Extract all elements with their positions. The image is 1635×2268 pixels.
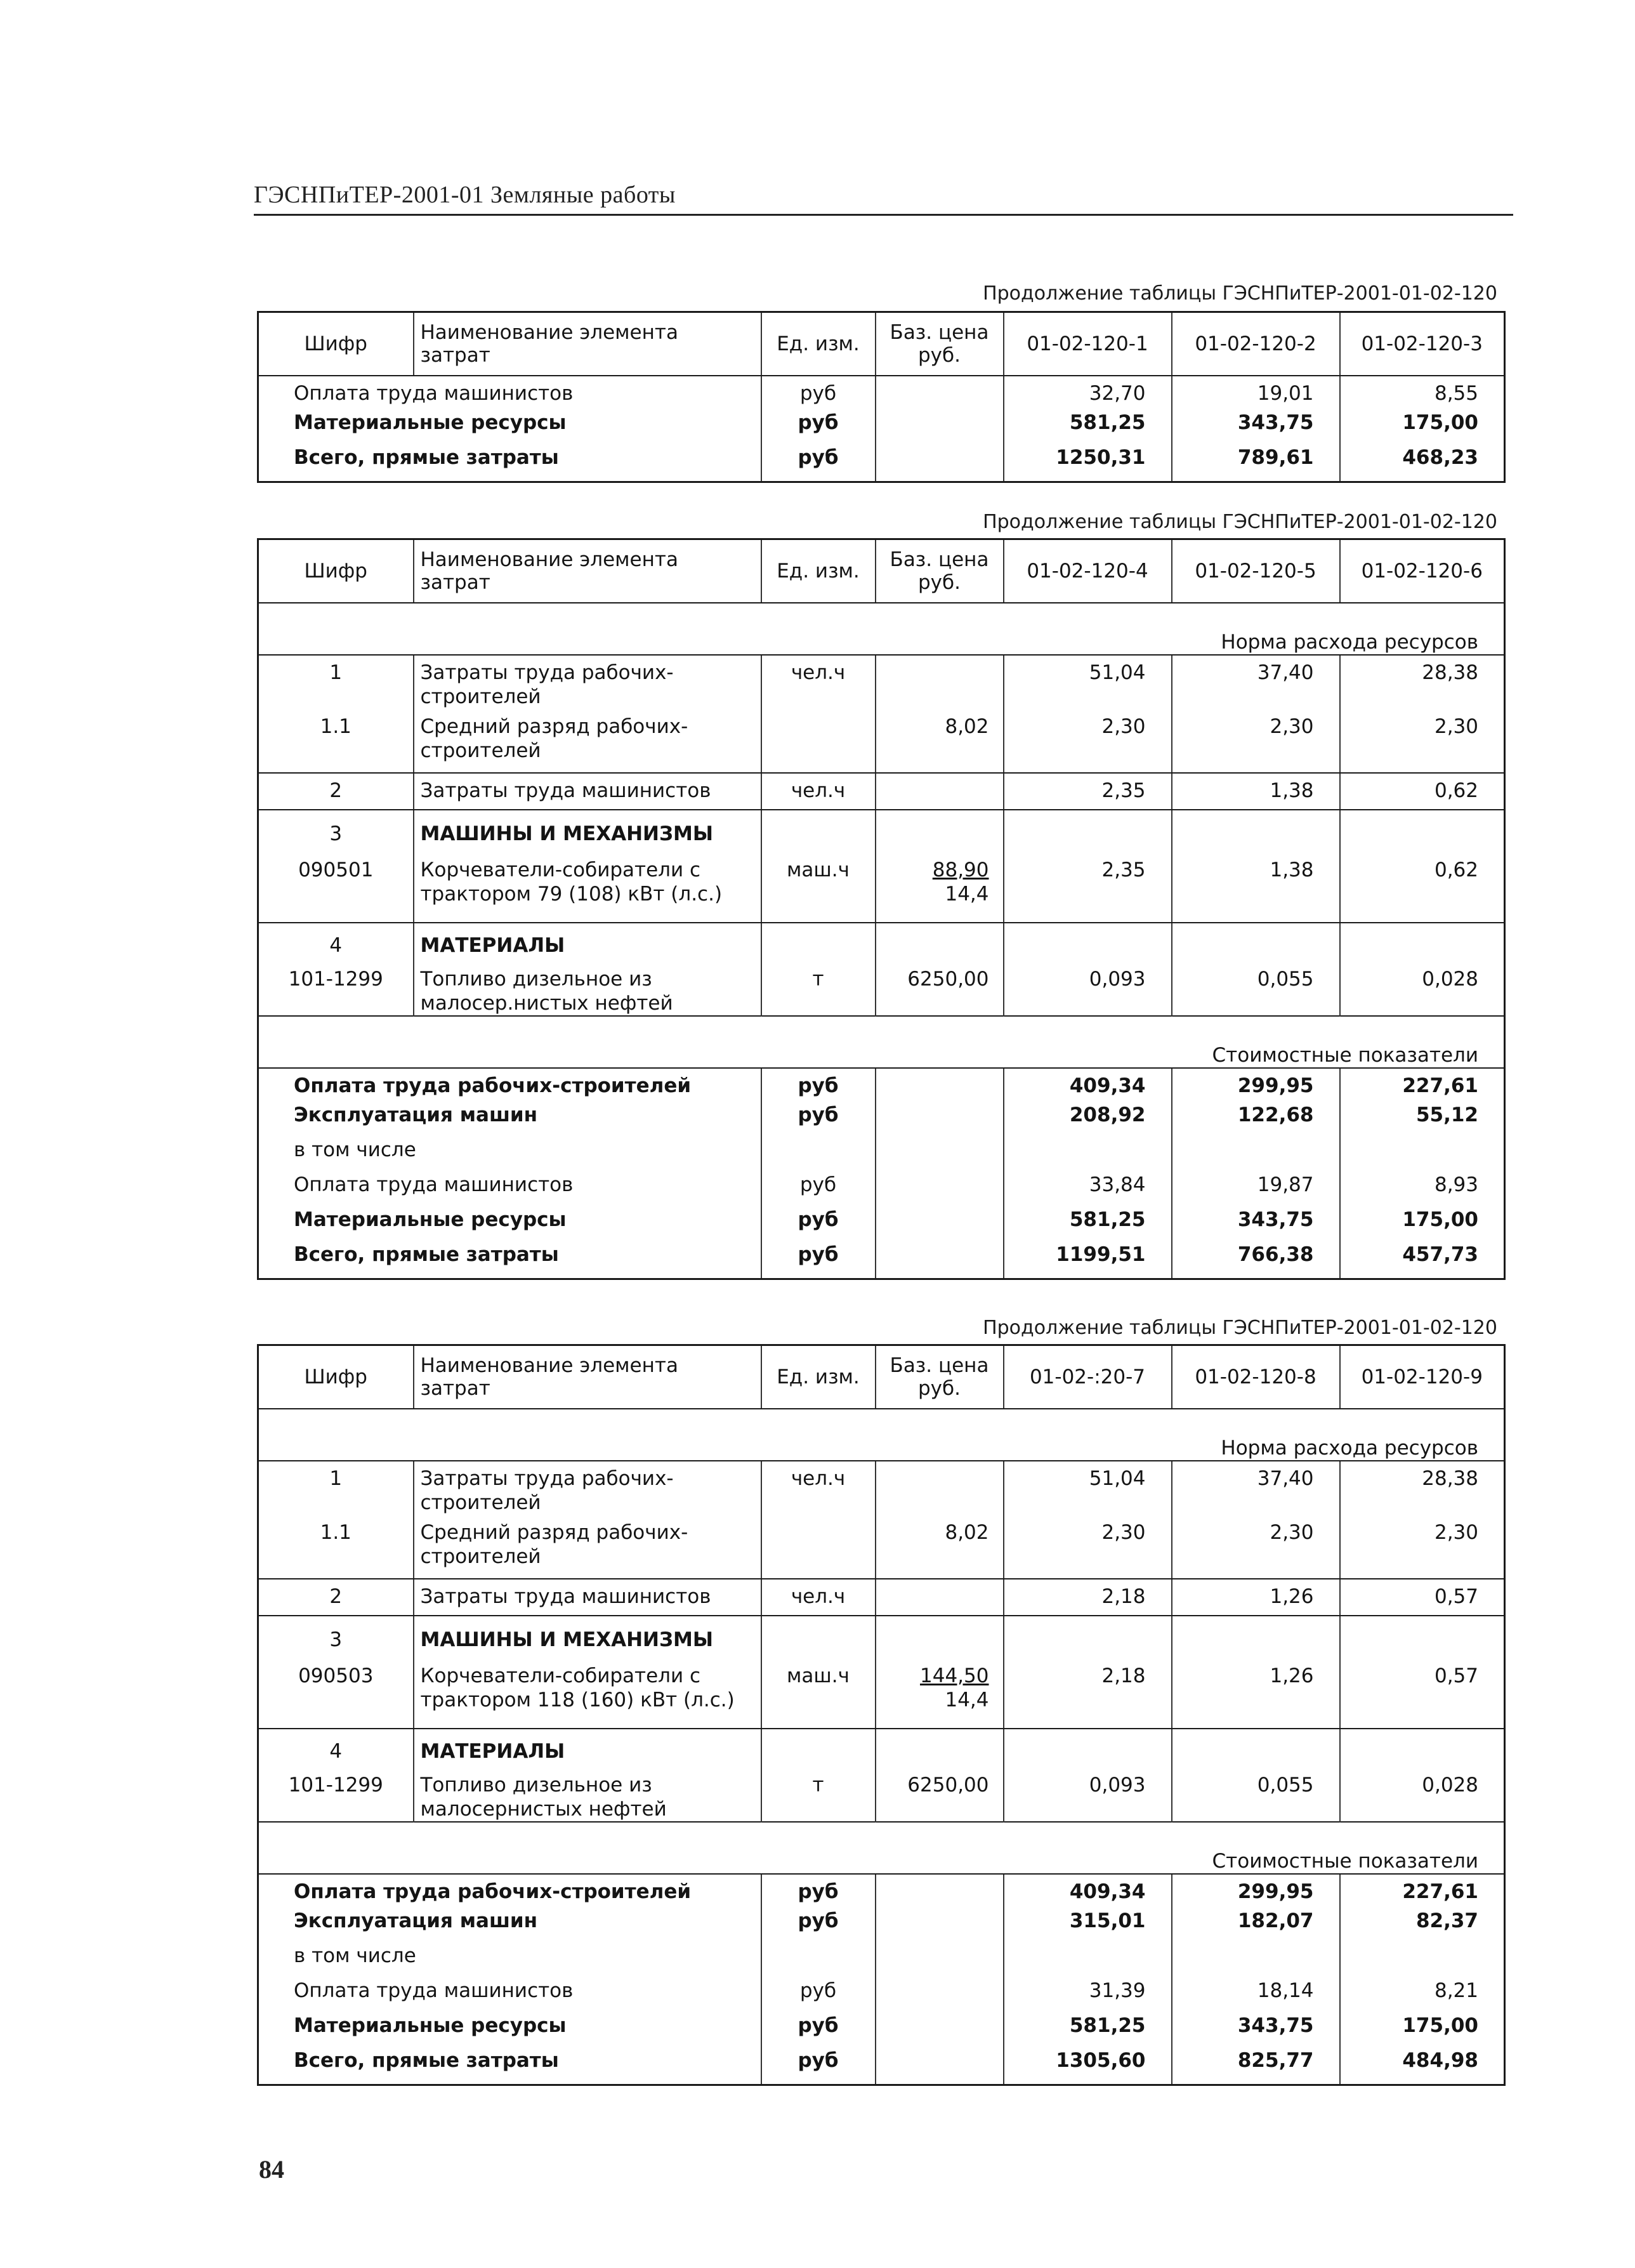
row-name: Затраты труда машинистов — [414, 1579, 761, 1616]
col-4: 01-02-120-4 — [1004, 539, 1172, 603]
table-row — [258, 1173, 1505, 1208]
col-3: 01-02-120-3 — [1340, 312, 1505, 376]
row-unit: руб — [761, 376, 876, 411]
table-row — [258, 853, 1505, 923]
row-price — [876, 1659, 1004, 1729]
table2-caption: Продолжение таблицы ГЭСНПиТЕР-2001-01-02-120 — [983, 511, 1497, 533]
row-code: 2 — [258, 1579, 414, 1616]
table-row — [258, 715, 1505, 773]
row-unit — [761, 715, 876, 773]
row-label: Всего, прямые затраты — [258, 445, 761, 482]
col-2: 01-02-120-2 — [1172, 312, 1340, 376]
price-top: 144,50 — [920, 1664, 989, 1687]
row-name: Топливо дизельное из малосернистых нефтей — [414, 1770, 761, 1822]
row-value: 581,25 — [1004, 2014, 1172, 2048]
row-unit: чел.ч — [761, 1461, 876, 1520]
row-code: 090503 — [258, 1659, 414, 1729]
row-unit: маш.ч — [761, 1659, 876, 1729]
row-label: Материальные ресурсы — [258, 2014, 761, 2048]
table-row — [258, 1944, 1505, 1979]
row-name: Затраты труда рабочих-строителей — [414, 1461, 761, 1520]
row-value: 2,30 — [1340, 715, 1505, 773]
row-value: 1,38 — [1172, 773, 1340, 810]
row-value: 343,75 — [1172, 411, 1340, 445]
row-value: 1,38 — [1172, 853, 1340, 923]
table-row — [258, 1729, 1505, 1770]
table-row — [258, 2048, 1505, 2085]
row-unit: т — [761, 1770, 876, 1822]
table-row — [258, 1579, 1505, 1616]
row-value: 2,35 — [1004, 773, 1172, 810]
row-value: 51,04 — [1004, 655, 1172, 715]
row-unit: руб — [761, 2048, 876, 2085]
row-value: 2,18 — [1004, 1659, 1172, 1729]
row-name: Средний разряд рабочих-строителей — [414, 715, 761, 773]
row-label: Материальные ресурсы — [258, 1208, 761, 1243]
row-value: 82,37 — [1340, 1909, 1505, 1944]
page-number: 84 — [259, 2155, 284, 2184]
col-name: Наименование элемента затрат — [414, 312, 761, 376]
row-value: 8,21 — [1340, 1979, 1505, 2014]
row-value: 8,93 — [1340, 1173, 1505, 1208]
table-row — [258, 1874, 1505, 1909]
row-code: 4 — [258, 1729, 414, 1770]
row-label: Оплата труда рабочих-строителей — [258, 1874, 761, 1909]
row-value: 2,18 — [1004, 1579, 1172, 1616]
row-unit: чел.ч — [761, 1579, 876, 1616]
row-unit: руб — [761, 445, 876, 482]
row-code: 1.1 — [258, 715, 414, 773]
table-row — [258, 965, 1505, 1016]
col-name: Наименование элемента затрат — [414, 539, 761, 603]
table-row — [258, 1770, 1505, 1822]
row-unit: т — [761, 965, 876, 1016]
row-unit — [761, 1520, 876, 1579]
table-row — [258, 810, 1505, 853]
row-price — [876, 655, 1004, 715]
row-value: 2,30 — [1172, 1520, 1340, 1579]
table3-header-row — [258, 1345, 1505, 1409]
price-bottom: 14,4 — [945, 882, 989, 906]
row-unit: руб — [761, 1103, 876, 1138]
row-label: Эксплуатация машин — [258, 1103, 761, 1138]
row-value: 175,00 — [1340, 411, 1505, 445]
col-5: 01-02-120-5 — [1172, 539, 1340, 603]
row-price — [876, 445, 1004, 482]
row-code: 4 — [258, 923, 414, 965]
row-value: 581,25 — [1004, 1208, 1172, 1243]
row-name: МАШИНЫ И МЕХАНИЗМЫ — [414, 810, 761, 853]
row-price — [876, 853, 1004, 923]
row-value: 457,73 — [1340, 1243, 1505, 1279]
row-code: 2 — [258, 773, 414, 810]
row-value: 1199,51 — [1004, 1243, 1172, 1279]
table-row — [258, 2014, 1505, 2048]
row-label: в том числе — [258, 1138, 761, 1173]
section-label: Норма расхода ресурсов — [258, 603, 1505, 655]
table1 — [257, 311, 1506, 483]
row-price: 6250,00 — [876, 965, 1004, 1016]
row-unit: руб — [761, 1243, 876, 1279]
row-value: 37,40 — [1172, 1461, 1340, 1520]
row-name: Затраты труда машинистов — [414, 773, 761, 810]
row-code: 1 — [258, 1461, 414, 1520]
price-top: 88,90 — [932, 858, 989, 881]
row-price: 6250,00 — [876, 1770, 1004, 1822]
table3 — [257, 1344, 1506, 2086]
row-value: 2,30 — [1004, 715, 1172, 773]
row-price — [876, 1461, 1004, 1520]
col-7: 01-02-:20-7 — [1004, 1345, 1172, 1409]
row-label: Всего, прямые затраты — [258, 2048, 761, 2085]
table-row — [258, 1103, 1505, 1138]
table-row — [258, 655, 1505, 715]
row-unit: руб — [761, 1909, 876, 1944]
section-label: Стоимостные показатели — [258, 1822, 1505, 1874]
table-row — [258, 773, 1505, 810]
row-price: 8,02 — [876, 1520, 1004, 1579]
row-value: 343,75 — [1172, 1208, 1340, 1243]
row-value: 343,75 — [1172, 2014, 1340, 2048]
row-value: 2,30 — [1004, 1520, 1172, 1579]
row-value: 37,40 — [1172, 655, 1340, 715]
row-label: Всего, прямые затраты — [258, 1243, 761, 1279]
row-value: 0,62 — [1340, 773, 1505, 810]
col-price: Баз. цена руб. — [876, 1345, 1004, 1409]
row-label: в том числе — [258, 1944, 761, 1979]
col-9: 01-02-120-9 — [1340, 1345, 1505, 1409]
col-price: Баз. цена руб. — [876, 312, 1004, 376]
table-row — [258, 1208, 1505, 1243]
table-row — [258, 411, 1505, 445]
row-value: 32,70 — [1004, 376, 1172, 411]
col-code: Шифр — [258, 1345, 414, 1409]
row-value: 1,26 — [1172, 1579, 1340, 1616]
section-norm — [258, 1409, 1505, 1461]
table1-header-row — [258, 312, 1505, 376]
row-value: 28,38 — [1340, 1461, 1505, 1520]
section-label: Норма расхода ресурсов — [258, 1409, 1505, 1461]
table-row — [258, 376, 1505, 411]
row-value: 0,093 — [1004, 1770, 1172, 1822]
row-price — [876, 773, 1004, 810]
row-value: 2,30 — [1340, 1520, 1505, 1579]
row-unit: руб — [761, 1874, 876, 1909]
table-row — [258, 1909, 1505, 1944]
row-unit: чел.ч — [761, 773, 876, 810]
row-value: 0,093 — [1004, 965, 1172, 1016]
row-value: 18,14 — [1172, 1979, 1340, 2014]
row-value: 299,95 — [1172, 1068, 1340, 1103]
section-cost — [258, 1016, 1505, 1068]
row-unit: маш.ч — [761, 853, 876, 923]
row-label: Оплата труда машинистов — [258, 376, 761, 411]
row-value: 2,30 — [1172, 715, 1340, 773]
section-cost — [258, 1822, 1505, 1874]
table-row — [258, 1520, 1505, 1579]
row-value: 0,055 — [1172, 1770, 1340, 1822]
row-value: 299,95 — [1172, 1874, 1340, 1909]
row-code: 101-1299 — [258, 965, 414, 1016]
table-row — [258, 1979, 1505, 2014]
price-bottom: 14,4 — [945, 1688, 989, 1711]
row-value: 19,01 — [1172, 376, 1340, 411]
row-value: 33,84 — [1004, 1173, 1172, 1208]
col-unit: Ед. изм. — [761, 539, 876, 603]
row-value: 122,68 — [1172, 1103, 1340, 1138]
row-value: 825,77 — [1172, 2048, 1340, 2085]
row-value: 227,61 — [1340, 1874, 1505, 1909]
row-code: 1.1 — [258, 1520, 414, 1579]
section-label: Стоимостные показатели — [258, 1016, 1505, 1068]
table-row — [258, 1243, 1505, 1279]
row-value: 789,61 — [1172, 445, 1340, 482]
row-unit: руб — [761, 2014, 876, 2048]
table-row — [258, 1068, 1505, 1103]
col-6: 01-02-120-6 — [1340, 539, 1505, 603]
row-value: 0,57 — [1340, 1659, 1505, 1729]
document-header — [254, 180, 1513, 216]
row-price — [876, 376, 1004, 411]
table-row — [258, 445, 1505, 482]
row-value: 315,01 — [1004, 1909, 1172, 1944]
col-code: Шифр — [258, 312, 414, 376]
col-unit: Ед. изм. — [761, 1345, 876, 1409]
col-code: Шифр — [258, 539, 414, 603]
table2 — [257, 538, 1506, 1280]
row-value: 182,07 — [1172, 1909, 1340, 1944]
table-row — [258, 1461, 1505, 1520]
row-unit: руб — [761, 1979, 876, 2014]
section-norm — [258, 603, 1505, 655]
row-value: 1250,31 — [1004, 445, 1172, 482]
col-price: Баз. цена руб. — [876, 539, 1004, 603]
row-value: 227,61 — [1340, 1068, 1505, 1103]
row-name: МАШИНЫ И МЕХАНИЗМЫ — [414, 1616, 761, 1659]
row-value: 31,39 — [1004, 1979, 1172, 2014]
row-value: 409,34 — [1004, 1068, 1172, 1103]
row-value: 55,12 — [1340, 1103, 1505, 1138]
row-value: 1,26 — [1172, 1659, 1340, 1729]
table-row — [258, 1138, 1505, 1173]
row-unit: руб — [761, 411, 876, 445]
table1-caption: Продолжение таблицы ГЭСНПиТЕР-2001-01-02-120 — [983, 282, 1497, 305]
row-price: 8,02 — [876, 715, 1004, 773]
row-value: 51,04 — [1004, 1461, 1172, 1520]
row-name: Корчеватели-собиратели с трактором 79 (108) кВт (л.с.) — [414, 853, 761, 923]
row-unit: руб — [761, 1068, 876, 1103]
col-unit: Ед. изм. — [761, 312, 876, 376]
row-value: 28,38 — [1340, 655, 1505, 715]
row-unit: руб — [761, 1173, 876, 1208]
row-name: МАТЕРИАЛЫ — [414, 1729, 761, 1770]
row-price — [876, 1579, 1004, 1616]
col-8: 01-02-120-8 — [1172, 1345, 1340, 1409]
header-title: ГЭСНПиТЕР-2001-01 Земляные работы — [254, 181, 676, 208]
row-value: 2,35 — [1004, 853, 1172, 923]
row-name: Топливо дизельное из малосер.нистых нефтей — [414, 965, 761, 1016]
row-value: 8,55 — [1340, 376, 1505, 411]
row-value: 766,38 — [1172, 1243, 1340, 1279]
row-label: Оплата труда машинистов — [258, 1979, 761, 2014]
row-name: Затраты труда рабочих-строителей — [414, 655, 761, 715]
row-value: 0,028 — [1340, 965, 1505, 1016]
table3-caption: Продолжение таблицы ГЭСНПиТЕР-2001-01-02-120 — [983, 1317, 1497, 1339]
row-code: 101-1299 — [258, 1770, 414, 1822]
row-value: 484,98 — [1340, 2048, 1505, 2085]
table-row — [258, 1616, 1505, 1659]
table-row — [258, 923, 1505, 965]
row-name: Корчеватели-собиратели с трактором 118 (160) кВт (л.с.) — [414, 1659, 761, 1729]
row-label: Оплата труда машинистов — [258, 1173, 761, 1208]
row-unit: руб — [761, 1208, 876, 1243]
row-value: 175,00 — [1340, 1208, 1505, 1243]
row-value: 0,57 — [1340, 1579, 1505, 1616]
row-value: 0,028 — [1340, 1770, 1505, 1822]
row-label: Эксплуатация машин — [258, 1909, 761, 1944]
row-code: 3 — [258, 1616, 414, 1659]
row-name: МАТЕРИАЛЫ — [414, 923, 761, 965]
table-row — [258, 1659, 1505, 1729]
row-price — [876, 411, 1004, 445]
row-label: Оплата труда рабочих-строителей — [258, 1068, 761, 1103]
row-value: 0,62 — [1340, 853, 1505, 923]
table2-header-row — [258, 539, 1505, 603]
row-unit: чел.ч — [761, 655, 876, 715]
row-value: 0,055 — [1172, 965, 1340, 1016]
row-value: 175,00 — [1340, 2014, 1505, 2048]
row-code: 090501 — [258, 853, 414, 923]
row-value: 208,92 — [1004, 1103, 1172, 1138]
row-value: 409,34 — [1004, 1874, 1172, 1909]
row-code: 1 — [258, 655, 414, 715]
row-value: 468,23 — [1340, 445, 1505, 482]
row-label: Материальные ресурсы — [258, 411, 761, 445]
row-value: 19,87 — [1172, 1173, 1340, 1208]
row-value: 581,25 — [1004, 411, 1172, 445]
row-code: 3 — [258, 810, 414, 853]
row-name: Средний разряд рабочих-строителей — [414, 1520, 761, 1579]
row-value: 1305,60 — [1004, 2048, 1172, 2085]
col-1: 01-02-120-1 — [1004, 312, 1172, 376]
col-name: Наименование элемента затрат — [414, 1345, 761, 1409]
